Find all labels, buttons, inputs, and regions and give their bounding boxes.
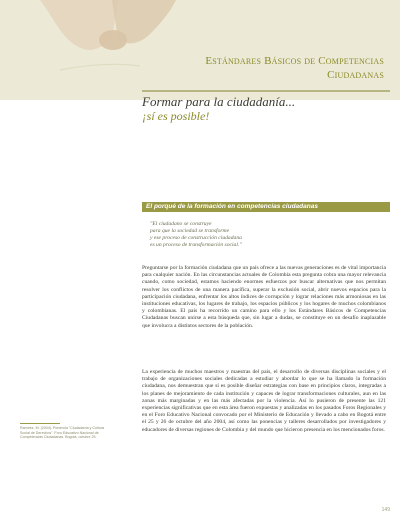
page-title: Formar para la ciudadanía... bbox=[142, 94, 296, 109]
series-title: Estándares Básicos de Competencias Ciudadanas bbox=[205, 55, 384, 81]
epigraph-quote bbox=[150, 221, 350, 249]
holding-hands-photo bbox=[0, 0, 400, 100]
footnote-rule bbox=[20, 423, 60, 424]
hero-banner bbox=[0, 0, 400, 100]
section-heading-bar bbox=[142, 202, 390, 212]
title-rule bbox=[142, 90, 390, 92]
footnote: Ramírez, M. (2004). Ponencia "Ciudadanía y Cultura Social de Derechos". Foro Educativo Nacional de Competencias Ciudadanas. Bogotá, octubre 25. bbox=[20, 426, 104, 440]
section-heading: El porqué de la formación en competencias ciudadanas bbox=[146, 203, 318, 210]
page-number: 149 bbox=[381, 507, 390, 513]
quote-line: para que la sociedad se transforme bbox=[150, 228, 230, 234]
quote-line: es un proceso de transformación social." bbox=[150, 242, 242, 248]
body-paragraph-2: La experiencia de muchos maestros y maestras del país, el desarrollo de diversas disciplinas sociales y el trabajo de organizaciones sociales dedicadas a estudiar y abordar lo que se ha llamado la formación ciudadana, nos demuestran que sí es posible diseñar estrategias con base en principios claros, integradas a los planes de mejoramiento de cada institución y capaces de lograr transformaciones culturales, aun en las zonas más marginadas y en las más afectadas por la violencia. Así lo pusieron de presente las 121 experiencias significativas que en esta área fueron expuestas y analizadas en los pasados Foros Regionales y en el Foro Educativo Nacional convocado por el Ministerio de Educación y llevado a cabo en Bogotá entre el 25 y 26 de octubre del año 2004, así como las ponencias y talleres desarrollados por investigadores y educadores de diversas regiones de Colombia y del mundo que hicieron presencia en los mencionados foros. bbox=[142, 369, 386, 433]
body-paragraph-1: Preguntarse por la formación ciudadana que un país ofrece a las nuevas generaciones es de vital importancia para cualquier nación. En las circunstancias actuales de Colombia esta pregunta cobra una mayor relevancia cuando, como sociedad, estamos haciendo enormes esfuerzos por buscar alternativas que nos permitan resolver los conflictos de una manera pacífica, superar la exclusión social, abrir nuevos espacios para la participación ciudadana, enfrentar los altos índices de corrupción y lograr relaciones más armoniosas en las instituciones educativas, los lugares de trabajo, los espacios públicos y los hogares de muchos colombianos y colombianas. El país ha recorrido un camino para ello y los Estándares Básicos de Competencias Ciudadanas buscan unirse a esta búsqueda que, sin lugar a dudas, se constituye en un desafío inaplazable que involucra a distintos sectores de la población. bbox=[142, 265, 386, 329]
page-subtitle: ¡sí es posible! bbox=[142, 109, 210, 123]
quote-line: y ese proceso de construcción ciudadana bbox=[150, 235, 242, 241]
quote-line: "El ciudadano se construye bbox=[150, 221, 212, 227]
